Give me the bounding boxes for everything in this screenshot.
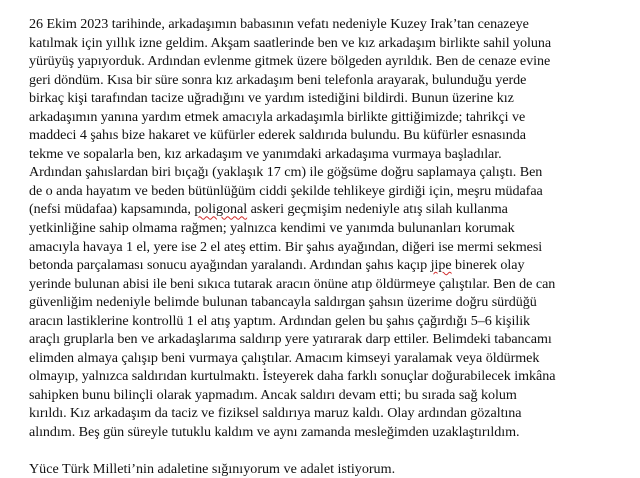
text-line: geri döndüm. Kısa bir süre sonra kız arkadaşım beni telefonla arayarak, bulunduğu yerde [29, 71, 527, 88]
text-line: 26 Ekim 2023 tarihinde, arkadaşımın babasının vefatı nedeniyle Kuzey Irak’tan cenazeye [29, 16, 529, 32]
text-line: de o anda hayatım ve beden bütünlüğüm ciddi şekilde tehlikeye girdiği için, meşru müdafaa [29, 182, 543, 199]
text-line: aracın lastiklerine kontrollü 1 el atış yaptım. Ardından gelen bu şahıs çağırdığı 5–6 kişilik [29, 312, 531, 329]
spellcheck-mark: jipe [430, 257, 452, 274]
text-line: araçlı gruplarla ben ve arkadaşlarıma saldırıp yere yatırarak darp ettiler. Belimdeki tabancamı [29, 331, 552, 348]
text-line: tekme ve sopalarla ben, kız arkadaşım ve yanımdaki arkadaşıma vurmaya başladılar. [29, 145, 502, 162]
statement-body [29, 15, 622, 442]
text-line: katılmak için yıllık izne geldim. Akşam saatlerinde ben ve kız arkadaşım birlikte sahil yoluna [29, 34, 552, 51]
text-line: arkadaşımın yanına yardım etmek amacıyla arkadaşımla birlikte gittiğimizde; tahrikçi ve [29, 108, 526, 125]
text-line: güvenliğim nedeniyle belimde bulunan tabancayla saldırgan şahsın üzerime doğru sürdüğü [29, 294, 537, 311]
text-line: (nefsi müdafaa) kapsamında, poligonal askeri geçmişim nedeniyle atış silah kullanma [29, 201, 508, 218]
text-line: amacıyla havaya 1 el, yere ise 2 el ateş ettim. Bir şahıs ayağından, diğeri ise mermi sekmesi [29, 238, 543, 255]
text-line: maddeci 4 şahıs bize hakaret ve küfürler ederek saldırıda bulundu. Bu küfürler esnasında [29, 127, 526, 144]
text-line: yürüyüş yapıyorduk. Ardından evlenme gitmek üzere bölgeden ayrıldık. Ben de cenaze evine [29, 53, 551, 70]
text-line: yerinde bulunan abisi ile beni sıkıca tutarak aracın önüne atıp öldürmeye çalıştılar. Ben de can [29, 275, 556, 292]
text-line: kırıldı. Kız arkadaşım da taciz ve fiziksel saldırıya maruz kaldı. Olay ardından gözaltına [29, 405, 522, 422]
text-line: elimden almaya çalışıp beni vurmaya çalıştılar. Amacım kimseyi yaralamak veya öldürmek [29, 349, 540, 366]
text-line: olmayıp, yalnızca saldırıdan kurtulmaktı. İsteyerek daha farklı sonuçlar doğurabilecek imkâna [29, 368, 556, 385]
text-line: yetkinliğine sahip olmama rağmen; yalnızca kendimi ve yanımda bulunanları korumak [29, 220, 515, 237]
spellcheck-mark: poligonal [194, 201, 248, 218]
text-line: alındım. Beş gün süreyle tutuklu kaldım ve aynı zamanda mesleğimden uzaklaştırıldım. [29, 424, 520, 441]
text-line: sahipken bunu bilinçli olarak yapmadım. Ancak saldırı devam etti; bu sırada sağ kolum [29, 386, 517, 403]
text-line: Ardından şahıslardan biri bıçağı (yaklaşık 17 cm) ile göğsüme doğru saplamaya çalıştı. Ben [29, 164, 543, 181]
text-line: birkaç kişi tarafından tacize uğradığını ve yardım istediğini bildirdi. Bunun üzerine kız [29, 90, 514, 107]
text-line: betonda parçalaması sonucu ayağından yaralandı. Ardından şahıs kaçıp jipe binerek olay [29, 257, 525, 274]
closing-line: Yüce Türk Milleti’nin adaletine sığınıyorum ve adalet istiyorum. [29, 460, 396, 477]
